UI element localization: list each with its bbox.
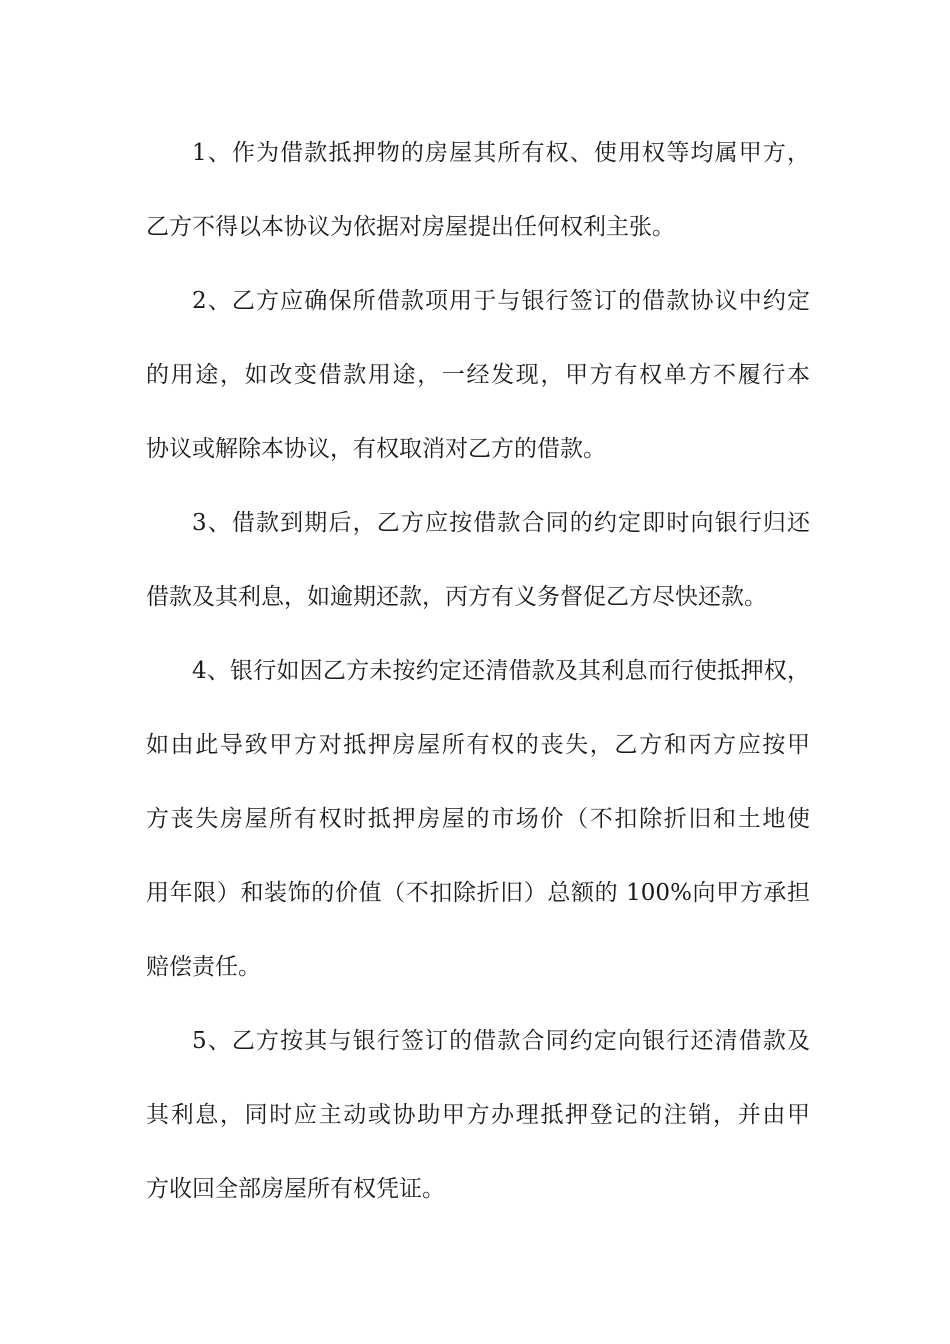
- clause-line: 如由此导致甲方对抵押房屋所有权的丧失，乙方和丙方应按甲: [146, 732, 810, 758]
- clause-4: [146, 645, 810, 1015]
- clause-line: 的用途，如改变借款用途，一经发现，甲方有权单方不履行本: [146, 362, 810, 388]
- clause-1: [146, 127, 810, 275]
- clause-3: [146, 497, 810, 645]
- clause-line: 5、乙方按其与银行签订的借款合同约定向银行还清借款及: [192, 1028, 810, 1054]
- clause-line: 用年限）和装饰的价值（不扣除折旧）总额的 100%向甲方承担: [146, 880, 810, 906]
- clause-line: 其利息，同时应主动或协助甲方办理抵押登记的注销，并由甲: [146, 1102, 810, 1128]
- clause-line: 2、乙方应确保所借款项用于与银行签订的借款协议中约定: [192, 288, 810, 314]
- clause-line: 协议或解除本协议，有权取消对乙方的借款。: [146, 436, 606, 462]
- clause-line: 乙方不得以本协议为依据对房屋提出任何权利主张。: [146, 214, 675, 240]
- clause-line: 3、借款到期后，乙方应按借款合同的约定即时向银行归还: [192, 510, 810, 536]
- clause-2: [146, 275, 810, 497]
- clause-line: 赔偿责任。: [146, 954, 261, 980]
- clause-5: [146, 1015, 810, 1237]
- clause-line: 借款及其利息，如逾期还款，丙方有义务督促乙方尽快还款。: [146, 584, 767, 610]
- clause-line: 方收回全部房屋所有权凭证。: [146, 1176, 445, 1202]
- clause-line: 1、作为借款抵押物的房屋其所有权、使用权等均属甲方，: [192, 140, 810, 166]
- clause-line: 方丧失房屋所有权时抵押房屋的市场价（不扣除折旧和土地使: [146, 806, 810, 832]
- document-body: [146, 127, 810, 1237]
- clause-line: 4、银行如因乙方未按约定还清借款及其利息而行使抵押权，: [192, 658, 810, 684]
